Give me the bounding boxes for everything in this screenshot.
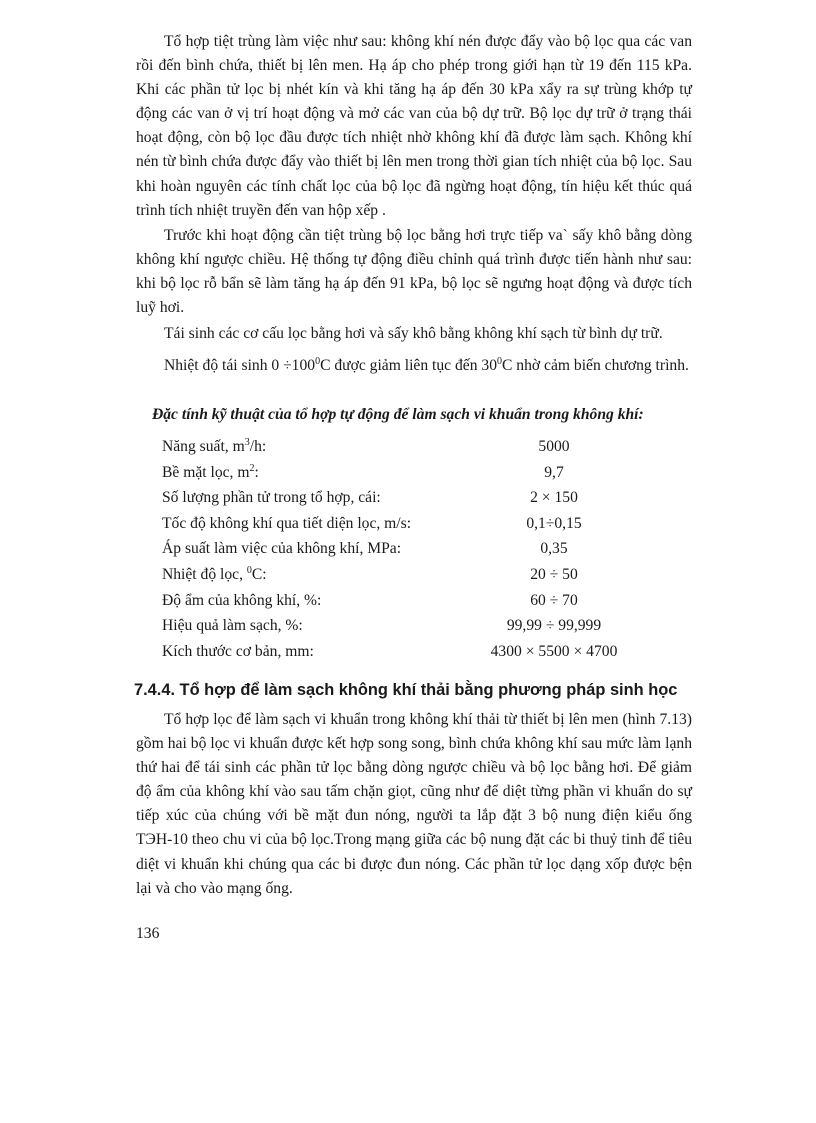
spec-value: 9,7 xyxy=(544,463,564,481)
spec-label-sup: 3 xyxy=(244,436,250,448)
paragraph-regeneration-temperature xyxy=(136,354,692,378)
spec-label xyxy=(162,536,401,562)
paragraph-before-operation: Trước khi hoạt động cần tiệt trùng bộ lọc bằng hơi trực tiếp va` sấy khô bằng dòng không khí ngược chiều. Hệ thống tự động điều chỉnh quá trình được tiến hành như sau: khi bộ lọc rỗ bẩn sẽ làm tăng hạ áp đến 91 kPa, bộ lọc sẽ ngưng hoạt động và được tích luỹ hơi. xyxy=(136,227,692,317)
paragraph-regeneration: Tái sinh các cơ cấu lọc bằng hơi và sấy khô bằng không khí sạch từ bình dự trữ. xyxy=(164,325,663,342)
spec-value: 2 × 150 xyxy=(530,489,578,507)
spec-value: 5000 xyxy=(538,438,570,455)
spec-row xyxy=(162,434,642,460)
spec-value: 99,99 ÷ 99,999 xyxy=(506,617,602,635)
spec-row xyxy=(162,485,642,511)
spec-label-text: Kích thước cơ bản, mm: xyxy=(162,642,314,660)
spec-label-suffix: : xyxy=(254,463,259,481)
temp-degree-sup-1: 0 xyxy=(315,355,321,367)
section-body-paragraph: Tổ hợp lọc để làm sạch vi khuẩn trong không khí thải từ thiết bị lên men (hình 7.13) gồm hai bộ lọc vi khuẩn được kết hợp song song, bình chứa không khí sau mức làm lạnh thứ hai để tái sinh các phần tử lọc bằng dòng ngược chiều và bộ lọc bằng hơi. Để giảm độ ẩm của không khí vào sau tấm chặn giọt, cũng như để diệt từng phần vi khuẩn do sự tiếp xúc của chúng với bề mặt đun nóng, người ta lắp đặt 3 bộ nung điện kiểu ống ТЭН-10 theo chu vi của bộ lọc.Trong mạng giữa các bộ nung đặt các bi thuỷ tinh để tiêu diệt vi khuẩn khi chúng qua các bi được đun nóng. Các phần tử lọc dạng xốp được bện lại và cho vào mạng ống. xyxy=(136,711,692,897)
spec-label-text: Nhiệt độ lọc, xyxy=(162,565,247,583)
paragraph-sterilization-operation: Tổ hợp tiệt trùng làm việc như sau: không khí nén được đẩy vào bộ lọc qua các van rồi đến bình chứa, thiết bị lên men. Hạ áp cho phép trong giới hạn từ 19 đến 115 kPa. Khi các phần tử lọc bị nhét kín và khi tăng hạ áp đến 30 kPa xẩy ra sự trùng khớp tự động các van ở vị trí hoạt động và mở các van của bộ dự trữ. Bộ lọc dự trữ ở trạng thái hoạt động, còn bộ lọc đầu được tích nhiệt nhờ không khí đã được làm sạch. Không khí nén từ bình chứa được đẩy vào thiết bị lên men trong thời gian tích nhiệt của bộ lọc. Sau khi hoàn nguyên các tính chất lọc của bộ lọc đã ngừng hoạt động, tín hiệu kết thúc quá trình tích nhiệt truyền đến van hộp xếp . xyxy=(136,33,692,219)
spec-label xyxy=(162,434,266,460)
spec-label-text: Tốc độ không khí qua tiết diện lọc, m/s: xyxy=(162,514,412,532)
spec-value: 60 ÷ 70 xyxy=(530,591,578,609)
spec-label-text: Số lượng phần tử trong tổ hợp, cái: xyxy=(162,489,381,507)
spec-label xyxy=(162,511,411,537)
spec-label-suffix: /h: xyxy=(249,438,267,455)
spec-label xyxy=(162,613,303,639)
spec-row xyxy=(162,588,642,614)
spec-label-text: Hiệu quả làm sạch, %: xyxy=(162,617,303,635)
spec-label xyxy=(162,562,267,588)
temp-text-c: C nhờ cảm biến chương trình. xyxy=(502,357,689,374)
spec-label xyxy=(162,485,381,511)
section-heading: 7.4.4. Tổ hợp để làm sạch không khí thải bằng phương pháp sinh học xyxy=(134,681,678,699)
temp-degree-sup-2: 0 xyxy=(497,355,502,367)
temp-text-b: C được giảm liên tục đến 30 xyxy=(320,357,497,374)
spec-row xyxy=(162,639,642,665)
spec-label-text: Áp suất làm việc của không khí, MPa: xyxy=(162,540,402,558)
specs-table xyxy=(162,434,642,664)
spec-row xyxy=(162,613,642,639)
spec-label xyxy=(162,639,314,665)
specs-title: Đặc tính kỹ thuật của tổ hợp tự động để làm sạch vi khuẩn trong không khí: xyxy=(152,406,644,423)
spec-label-sup: 2 xyxy=(249,462,255,474)
spec-value: 4300 × 5500 × 4700 xyxy=(490,642,618,660)
spec-label xyxy=(162,460,259,486)
spec-label-text: Bề mặt lọc, m xyxy=(162,463,250,481)
page-number: 136 xyxy=(136,925,160,942)
spec-row xyxy=(162,536,642,562)
spec-label-text: Độ ẩm của không khí, %: xyxy=(162,591,322,609)
spec-row xyxy=(162,562,642,588)
spec-label-text: Năng suất, m xyxy=(162,438,245,455)
spec-label-suffix: C: xyxy=(251,565,267,583)
spec-label-sup: 0 xyxy=(246,564,252,576)
spec-value: 0,35 xyxy=(540,540,568,558)
spec-value: 0,1÷0,15 xyxy=(526,514,582,532)
spec-row xyxy=(162,460,642,486)
temp-text-a: Nhiệt độ tái sinh 0 ÷100 xyxy=(164,357,316,374)
spec-row xyxy=(162,511,642,537)
spec-value: 20 ÷ 50 xyxy=(530,565,578,583)
spec-label xyxy=(162,588,321,614)
